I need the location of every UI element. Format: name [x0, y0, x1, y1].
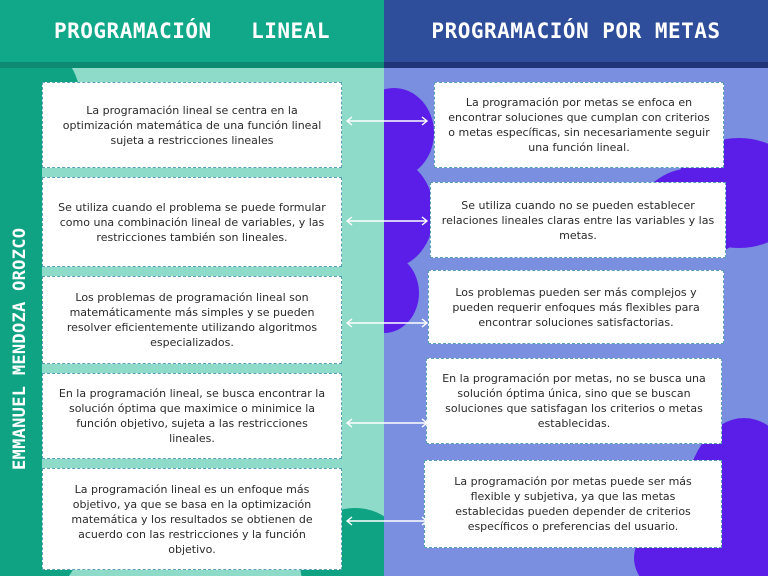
author-name: EMMANUEL MENDOZA OROZCO [10, 227, 30, 470]
right-card-text: Los problemas pueden ser más complejos y pueden requerir enfoques más flexibles para encontrar soluciones satisfactorias. [452, 285, 700, 329]
double-arrow-icon [344, 318, 430, 328]
header-left-title: PROGRAMACIÓN LINEAL [53, 19, 330, 43]
left-card-text: La programación lineal se centra en la optimización matemática de una función lineal sujeta a restricciones lineales [62, 103, 322, 147]
double-arrow-icon [344, 116, 430, 126]
decorative-blob [384, 158, 434, 268]
header-programacion-lineal [0, 0, 384, 68]
double-arrow-icon [344, 516, 430, 526]
left-card-1 [42, 82, 342, 168]
right-card-text: La programación por metas puede ser más flexible y subjetiva, ya que las metas establecidas pueden depender de criterios específicos o preferencias del usuario. [454, 475, 692, 533]
header-programacion-por-metas [384, 0, 768, 68]
right-card-5 [424, 460, 722, 548]
left-card-2 [42, 177, 342, 267]
left-card-text: En la programación lineal, se busca encontrar la solución óptima que maximice o minimice la función objetivo, sujeta a las restricciones lineales. [58, 387, 326, 445]
left-card-text: Se utiliza cuando el problema se puede formular como una combinación lineal de variables, y las restricciones también son lineales. [58, 200, 326, 244]
double-arrow-icon [344, 216, 430, 226]
right-card-text: La programación por metas se enfoca en encontrar soluciones que cumplan con criterios o metas específicas, sin necesariamente seguir una función lineal. [448, 96, 710, 154]
left-card-3 [42, 276, 342, 364]
double-arrow-icon [344, 418, 430, 428]
left-card-text: La programación lineal es un enfoque más objetivo, ya que se basa en la optimización matemática y los resultados se obtienen de acuerdo con las restricciones y la función objetivo. [71, 482, 313, 556]
left-card-text: Los problemas de programación lineal son matemáticamente más simples y se pueden resolver eficientemente utilizando algoritmos especializados. [66, 291, 318, 349]
right-card-text: En la programación por metas, no se busca una solución óptima única, sino que se buscan soluciones que satisfagan los criterios o metas establecidas. [442, 372, 706, 430]
right-card-text: Se utiliza cuando no se pueden establecer relaciones lineales claras entre las variables y las metas. [441, 198, 715, 242]
right-card-3 [428, 270, 724, 344]
header-right-title: PROGRAMACIÓN POR METAS [431, 19, 721, 43]
right-card-2 [430, 182, 726, 258]
right-card-1 [434, 82, 724, 168]
right-card-4 [426, 358, 722, 444]
left-card-5 [42, 468, 342, 570]
left-card-4 [42, 373, 342, 459]
